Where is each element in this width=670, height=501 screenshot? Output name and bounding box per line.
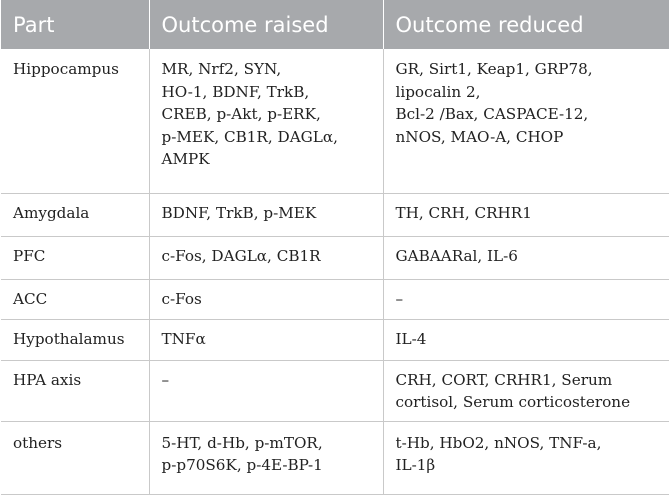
part-cell: Hypothalamus	[1, 319, 149, 360]
reduced-line: nNOS, MAO-A, CHOP	[395, 127, 564, 146]
header-outcome-raised: Outcome raised	[149, 0, 383, 49]
raised-line: p-MEK, CB1R, DAGLα,	[161, 127, 338, 146]
table-row	[1, 193, 669, 236]
header-part: Part	[1, 0, 149, 49]
reduced-line: cortisol, Serum corticosterone	[395, 393, 631, 411]
part-cell: Hippocampus	[1, 49, 149, 193]
raised-line: HO-1, BDNF, TrkB,	[161, 82, 310, 101]
raised-cell	[149, 360, 383, 421]
reduced-cell	[383, 319, 669, 360]
table-row	[1, 49, 669, 193]
table-row	[1, 279, 669, 319]
table-row	[1, 360, 669, 421]
table-row	[1, 421, 669, 494]
raised-line: c-Fos	[161, 289, 202, 308]
table-row	[1, 319, 669, 360]
raised-line: –	[161, 370, 170, 389]
raised-line: TNFα	[161, 329, 206, 348]
part-cell: ACC	[1, 279, 149, 319]
raised-line: CREB, p-Akt, p-ERK,	[161, 105, 321, 123]
raised-line: p-p70S6K, p-4E-BP-1	[161, 456, 323, 474]
raised-line: c-Fos, DAGLα, CB1R	[161, 246, 321, 265]
table-row	[1, 236, 669, 279]
reduced-line: Bcl-2 /Bax, CASPACE-12,	[395, 105, 589, 123]
raised-cell	[149, 49, 383, 193]
reduced-line: IL-4	[395, 329, 427, 348]
outcomes-table	[1, 0, 669, 495]
raised-cell	[149, 421, 383, 494]
reduced-line: TH, CRH, CRHR1	[395, 203, 532, 222]
reduced-line: GABAARal, IL-6	[395, 246, 518, 265]
reduced-cell	[383, 193, 669, 236]
raised-cell	[149, 319, 383, 360]
part-cell: PFC	[1, 236, 149, 279]
reduced-cell	[383, 279, 669, 319]
table-body	[1, 49, 669, 494]
part-cell: HPA axis	[1, 360, 149, 421]
reduced-line: IL-1β	[395, 456, 436, 474]
reduced-line: CRH, CORT, CRHR1, Serum	[395, 370, 613, 389]
raised-line: BDNF, TrkB, p-MEK	[161, 203, 317, 222]
reduced-line: –	[395, 289, 404, 308]
reduced-line: t-Hb, HbO2, nNOS, TNF-a,	[395, 433, 602, 452]
reduced-cell	[383, 236, 669, 279]
raised-line: MR, Nrf2, SYN,	[161, 60, 282, 78]
reduced-cell	[383, 360, 669, 421]
reduced-line: lipocalin 2,	[395, 82, 481, 101]
raised-cell	[149, 193, 383, 236]
reduced-line: GR, Sirt1, Keap1, GRP78,	[395, 60, 593, 78]
table-header	[1, 0, 669, 49]
raised-line: 5-HT, d-Hb, p-mTOR,	[161, 433, 323, 452]
raised-cell	[149, 236, 383, 279]
header-row	[1, 0, 669, 49]
raised-line: AMPK	[161, 150, 210, 168]
raised-cell	[149, 279, 383, 319]
reduced-cell	[383, 49, 669, 193]
part-cell: Amygdala	[1, 193, 149, 236]
part-cell: others	[1, 421, 149, 494]
header-outcome-reduced: Outcome reduced	[383, 0, 669, 49]
reduced-cell	[383, 421, 669, 494]
